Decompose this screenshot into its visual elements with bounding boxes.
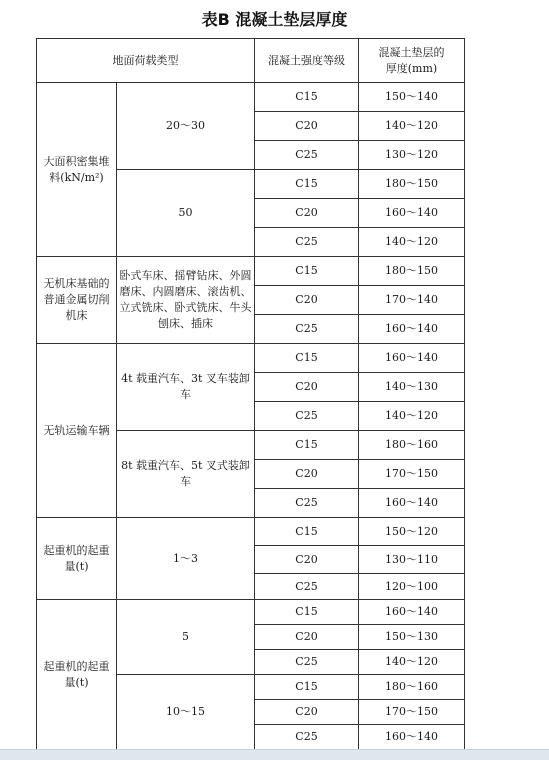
header-thickness-line1: 混凝土垫层的 bbox=[378, 45, 445, 59]
grade-cell: C15 bbox=[255, 170, 359, 199]
thickness-cell: 150～140 bbox=[359, 83, 465, 112]
thickness-cell: 170～140 bbox=[359, 286, 465, 315]
category-cell: 无轨运输车辆 bbox=[37, 344, 117, 518]
grade-cell: C20 bbox=[255, 373, 359, 402]
category-cell: 起重机的起重量(t) bbox=[37, 600, 117, 750]
grade-cell: C20 bbox=[255, 199, 359, 228]
thickness-cell: 160～140 bbox=[359, 344, 465, 373]
thickness-cell: 160～140 bbox=[359, 315, 465, 344]
thickness-cell: 180～160 bbox=[359, 675, 465, 700]
grade-cell: C15 bbox=[255, 600, 359, 625]
table-row bbox=[37, 600, 465, 625]
subcategory-cell: 50 bbox=[117, 170, 255, 257]
grade-cell: C20 bbox=[255, 460, 359, 489]
thickness-cell: 180～160 bbox=[359, 431, 465, 460]
thickness-cell: 140～120 bbox=[359, 228, 465, 257]
grade-cell: C25 bbox=[255, 489, 359, 518]
header-row bbox=[37, 39, 465, 83]
thickness-cell: 160～140 bbox=[359, 489, 465, 518]
concrete-cushion-table bbox=[36, 38, 465, 750]
thickness-cell: 160～140 bbox=[359, 199, 465, 228]
subcategory-cell: 5 bbox=[117, 600, 255, 675]
grade-cell: C25 bbox=[255, 315, 359, 344]
thickness-cell: 160～140 bbox=[359, 600, 465, 625]
grade-cell: C15 bbox=[255, 675, 359, 700]
thickness-cell: 140～120 bbox=[359, 402, 465, 431]
subcategory-cell: 1～3 bbox=[117, 518, 255, 600]
thickness-cell: 150～120 bbox=[359, 518, 465, 546]
grade-cell: C25 bbox=[255, 725, 359, 750]
header-load-type: 地面荷载类型 bbox=[37, 39, 255, 83]
grade-cell: C15 bbox=[255, 344, 359, 373]
grade-cell: C25 bbox=[255, 228, 359, 257]
thickness-cell: 130～120 bbox=[359, 141, 465, 170]
grade-cell: C20 bbox=[255, 286, 359, 315]
table-row bbox=[37, 344, 465, 373]
grade-cell: C20 bbox=[255, 625, 359, 650]
thickness-cell: 120～100 bbox=[359, 574, 465, 600]
grade-cell: C25 bbox=[255, 650, 359, 675]
grade-cell: C25 bbox=[255, 402, 359, 431]
thickness-cell: 170～150 bbox=[359, 460, 465, 489]
thickness-cell: 180～150 bbox=[359, 257, 465, 286]
thickness-cell: 170～150 bbox=[359, 700, 465, 725]
grade-cell: C15 bbox=[255, 257, 359, 286]
thickness-cell: 140～120 bbox=[359, 650, 465, 675]
thickness-cell: 130～110 bbox=[359, 546, 465, 574]
grade-cell: C25 bbox=[255, 574, 359, 600]
category-cell: 大面积密集堆料(kN/m²) bbox=[37, 83, 117, 257]
header-thickness-line2: 厚度(mm) bbox=[385, 61, 438, 75]
grade-cell: C15 bbox=[255, 83, 359, 112]
header-grade: 混凝土强度等级 bbox=[255, 39, 359, 83]
subcategory-cell: 卧式车床、摇臂钻床、外圆磨床、内圆磨床、滚齿机、立式铣床、卧式铣床、牛头刨床、插床 bbox=[117, 257, 255, 344]
grade-cell: C25 bbox=[255, 141, 359, 170]
table-row bbox=[37, 83, 465, 112]
grade-cell: C15 bbox=[255, 518, 359, 546]
thickness-cell: 160～140 bbox=[359, 725, 465, 750]
header-thickness bbox=[359, 39, 465, 83]
thickness-cell: 150～130 bbox=[359, 625, 465, 650]
grade-cell: C15 bbox=[255, 431, 359, 460]
table-title: 表B 混凝土垫层厚度 bbox=[201, 10, 348, 29]
table-row bbox=[37, 518, 465, 546]
thickness-cell: 140～120 bbox=[359, 112, 465, 141]
window-bottom-bar bbox=[0, 749, 549, 760]
category-cell: 起重机的起重量(t) bbox=[37, 518, 117, 600]
table-row bbox=[37, 257, 465, 286]
grade-cell: C20 bbox=[255, 700, 359, 725]
subcategory-cell: 4t 载重汽车、3t 叉车装卸车 bbox=[117, 344, 255, 431]
subcategory-cell: 8t 载重汽车、5t 叉式装卸车 bbox=[117, 431, 255, 518]
grade-cell: C20 bbox=[255, 546, 359, 574]
subcategory-cell: 20～30 bbox=[117, 83, 255, 170]
grade-cell: C20 bbox=[255, 112, 359, 141]
thickness-cell: 140～130 bbox=[359, 373, 465, 402]
subcategory-cell: 10～15 bbox=[117, 675, 255, 750]
category-cell: 无机床基础的普通金属切削机床 bbox=[37, 257, 117, 344]
thickness-cell: 180～150 bbox=[359, 170, 465, 199]
